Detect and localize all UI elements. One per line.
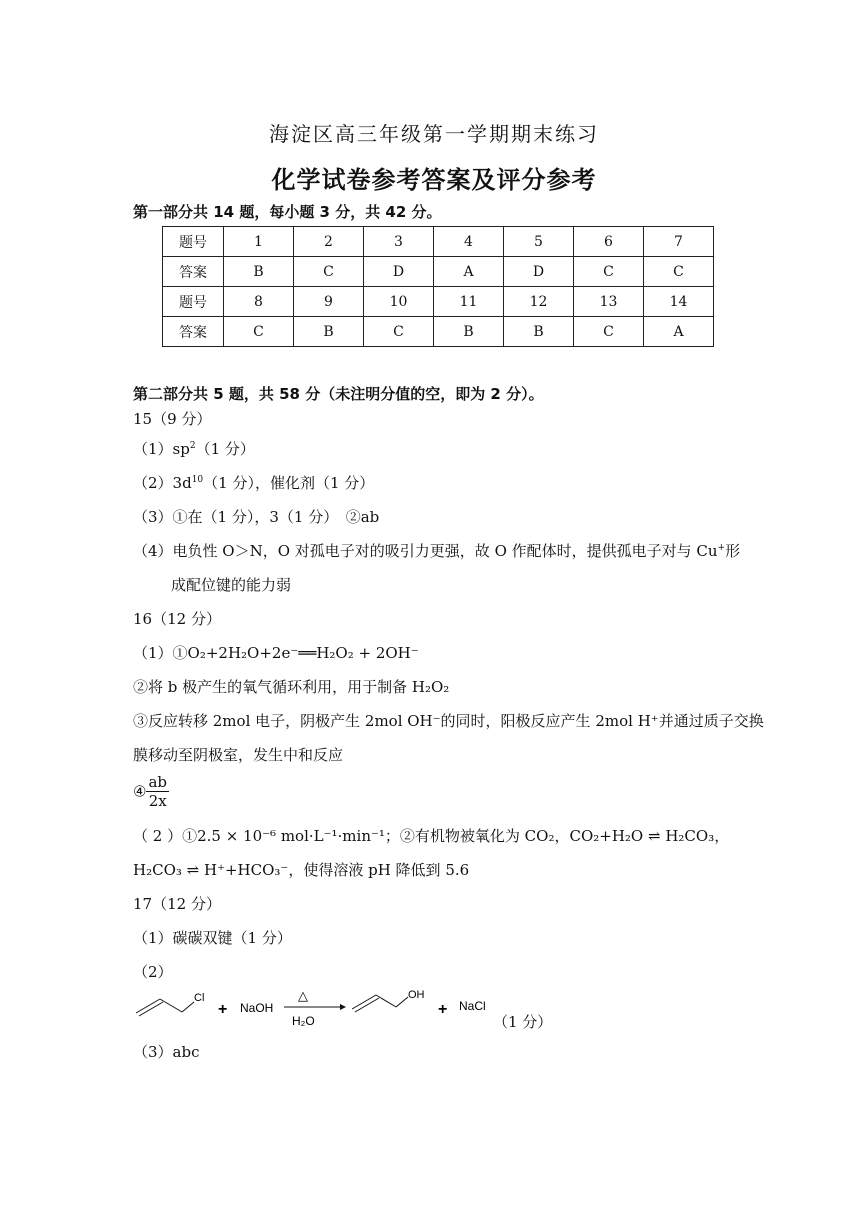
answer-cell: C xyxy=(574,257,644,287)
part2-heading: 第二部分共 5 题，共 58 分（未注明分值的空，即为 2 分）。 xyxy=(133,385,544,403)
q16-line1: （1）①O₂+2H₂O+2e⁻══H₂O₂ + 2OH⁻ xyxy=(133,644,419,662)
q16-line6: H₂CO₃ ⇌ H⁺+HCO₃⁻，使得溶液 pH 降低到 5.6 xyxy=(133,861,470,879)
q16-line5: （ 2 ）①2.5 × 10⁻⁶ mol·L⁻¹·min⁻¹；②有机物被氧化为 CO₂，CO₂+H₂O ⇌ H₂CO₃， xyxy=(133,827,730,845)
question-number-cell: 8 xyxy=(224,287,294,317)
water-label: H₂O xyxy=(292,1014,315,1028)
plus-1: + xyxy=(218,1001,228,1018)
page-title: 海淀区高三年级第一学期期末练习 xyxy=(269,122,599,146)
answer-cell: C xyxy=(294,257,364,287)
cl-label: Cl xyxy=(194,992,205,1004)
question-number-cell: 11 xyxy=(434,287,504,317)
table-row-answer xyxy=(163,317,714,347)
question-number-cell: 6 xyxy=(574,227,644,257)
answer-cell: B xyxy=(504,317,574,347)
answer-cell: A xyxy=(434,257,504,287)
q16-line4: ④ $\frac{ab}{2x}$ xyxy=(133,773,167,810)
question-number-cell: 14 xyxy=(644,287,714,317)
q15-line2: $(2)3d^{10}(1$ 分），催化剂（1 分） xyxy=(133,474,375,492)
answer-cell: C xyxy=(224,317,294,347)
question-number-cell: 2 xyxy=(294,227,364,257)
q17-rxn-score: （1 分） xyxy=(493,1013,553,1031)
q16-line2: ②将 b 极产生的氧气循环利用，用于制备 H₂O₂ xyxy=(133,678,450,696)
question-number-cell: 4 xyxy=(434,227,504,257)
allyl-chloride-structure xyxy=(136,999,194,1016)
q16-line3: ③反应转移 2mol 电子，阴极产生 2mol OH⁻的同时，阳极反应产生 2mol H⁺并通过质子交换 xyxy=(133,712,764,730)
part1-heading: 第一部分共 14 题，每小题 3 分，共 42 分。 xyxy=(133,203,442,221)
table-row-question xyxy=(163,287,714,317)
row-label: 答案 xyxy=(163,257,224,287)
answer-cell: D xyxy=(504,257,574,287)
question-number-cell: 1 xyxy=(224,227,294,257)
q17-line3: （3）abc xyxy=(133,1043,200,1061)
fraction: $\frac{ab}{2x}$ xyxy=(148,773,167,810)
table-row-question xyxy=(163,227,714,257)
row-label: 题号 xyxy=(163,287,224,317)
row-label: 答案 xyxy=(163,317,224,347)
answer-table xyxy=(162,226,714,347)
q15-line3: （3）①在（1 分），3（1 分） ②ab xyxy=(133,508,380,526)
row-label: 题号 xyxy=(163,227,224,257)
q17-line2: （2） xyxy=(133,963,173,981)
question-number-cell: 10 xyxy=(364,287,434,317)
question-number-cell: 13 xyxy=(574,287,644,317)
oh-label: OH xyxy=(408,989,425,1001)
arrow-head xyxy=(340,1004,346,1010)
allyl-alcohol-structure xyxy=(352,995,408,1012)
question-number-cell: 5 xyxy=(504,227,574,257)
answer-cell: A xyxy=(644,317,714,347)
q15-line4-cont: 成配位键的能力弱 xyxy=(171,576,292,594)
q15-line4: （4）电负性 O＞N，O 对孤电子对的吸引力更强，故 O 作配体时，提供孤电子对与 Cu+形 xyxy=(133,542,741,560)
q16-heading: 16（12 分） xyxy=(133,610,221,628)
question-number-cell: 7 xyxy=(644,227,714,257)
nacl-label: NaCl xyxy=(459,999,486,1013)
question-number-cell: 9 xyxy=(294,287,364,317)
q15-line1: $(1)sp^2(1$ 分） xyxy=(133,440,255,458)
answer-cell: C xyxy=(574,317,644,347)
q17-heading: 17（12 分） xyxy=(133,895,221,913)
question-number-cell: 3 xyxy=(364,227,434,257)
q17-line1: （1）碳碳双键（1 分） xyxy=(133,929,292,947)
answer-cell: C xyxy=(364,317,434,347)
q15-heading: 15（9 分） xyxy=(133,410,212,428)
naoh-label: NaOH xyxy=(240,1001,274,1015)
plus-2: + xyxy=(438,1001,448,1018)
page-subtitle: 化学试卷参考答案及评分参考 xyxy=(271,166,597,194)
table-row-answer xyxy=(163,257,714,287)
question-number-cell: 12 xyxy=(504,287,574,317)
answer-cell: C xyxy=(644,257,714,287)
answer-cell: B xyxy=(294,317,364,347)
answer-cell: D xyxy=(364,257,434,287)
answer-cell: B xyxy=(224,257,294,287)
q16-line3-cont: 膜移动至阴极室，发生中和反应 xyxy=(133,746,344,764)
answer-cell: B xyxy=(434,317,504,347)
heat-symbol: △ xyxy=(298,989,308,1004)
